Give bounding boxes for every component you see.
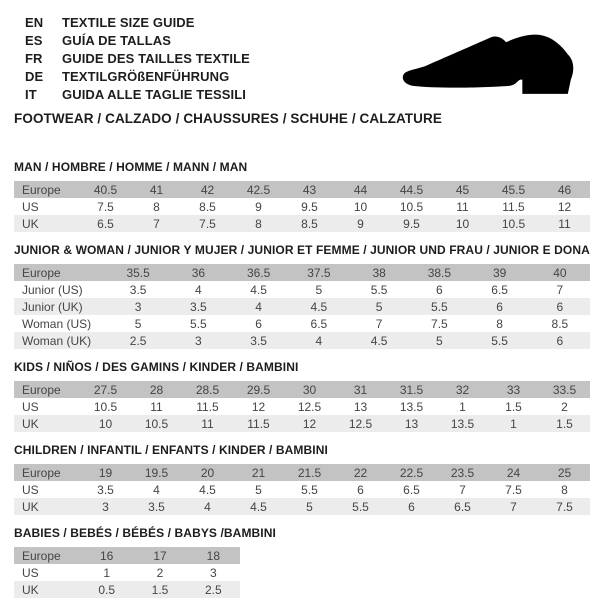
size-cell: 43	[302, 182, 317, 197]
size-cell: 20	[200, 465, 215, 480]
size-cell: 3.5	[129, 282, 147, 297]
size-cell: 44.5	[399, 182, 424, 197]
size-cell: 7	[375, 316, 383, 331]
size-cell: 6	[436, 282, 443, 297]
size-cell: 33	[506, 382, 521, 397]
size-cell: 5.5	[352, 499, 369, 514]
table-row	[14, 398, 590, 415]
row-label: Europe	[22, 182, 61, 197]
size-cell: 46	[557, 182, 572, 197]
size-cell: 12	[302, 416, 317, 431]
size-cell: 9.5	[403, 216, 420, 231]
language-code: IT	[25, 86, 37, 102]
row-label: US	[22, 565, 39, 580]
table-row	[14, 498, 590, 515]
size-cell: 37.5	[307, 265, 331, 280]
size-cell: 10	[98, 416, 113, 431]
size-cell: 11.5	[196, 399, 219, 414]
size-cell: 2.5	[129, 333, 147, 348]
row-label: Junior (UK)	[22, 299, 83, 314]
size-cell: 22.5	[399, 465, 424, 480]
size-cell: 21.5	[297, 465, 322, 480]
size-cell: 16	[99, 548, 114, 563]
language-row	[25, 67, 250, 85]
table-row	[14, 298, 590, 315]
size-cell: 6	[496, 299, 503, 314]
table-header-row	[14, 547, 240, 564]
size-cell: 5.5	[301, 482, 318, 497]
size-table	[14, 264, 590, 349]
size-cell: 7.5	[97, 199, 114, 214]
size-cell: 8	[153, 199, 160, 214]
size-cell: 27.5	[93, 382, 118, 397]
size-cell: 6	[357, 482, 364, 497]
size-cell: 19	[98, 465, 113, 480]
size-cell: 11	[201, 416, 214, 431]
size-cell: 10.5	[399, 199, 424, 214]
size-cell: 5	[134, 316, 142, 331]
section-title: BABIES / BEBÉS / BÉBÉS / BABYS /BAMBINI	[14, 526, 276, 540]
size-cell: 6	[556, 299, 564, 314]
row-label: Europe	[22, 465, 61, 480]
size-table-section	[14, 527, 590, 598]
size-cell: 8.5	[199, 199, 216, 214]
size-cell: 22	[353, 465, 368, 480]
size-cell: 3.5	[97, 482, 114, 497]
size-cell: 4	[315, 333, 323, 348]
size-cell: 6.5	[403, 482, 420, 497]
size-cell: 6	[556, 333, 564, 348]
size-cell: 38.5	[427, 265, 452, 280]
size-cell: 6.5	[310, 316, 328, 331]
row-label: Europe	[22, 265, 61, 280]
language-label: GUÍA DE TALLAS	[62, 32, 172, 48]
size-cell: 0.5	[98, 582, 115, 597]
size-cell: 7	[510, 499, 517, 514]
table-row	[14, 215, 590, 232]
size-cell: 11	[150, 399, 163, 414]
size-cell: 10	[455, 216, 470, 231]
table-row	[14, 481, 590, 498]
section-title: JUNIOR & WOMAN / JUNIOR Y MUJER / JUNIOR ET FEMME / JUNIOR UND FRAU / JUNIOR E DONA	[14, 243, 590, 257]
size-cell: 45.5	[501, 182, 526, 197]
size-cell: 44	[353, 182, 368, 197]
size-cell: 38	[372, 265, 386, 280]
size-cell: 9.5	[301, 199, 318, 214]
size-cell: 42.5	[246, 182, 271, 197]
size-cell: 9	[255, 199, 262, 214]
language-code: DE	[25, 68, 44, 84]
size-cell: 6.5	[97, 216, 114, 231]
language-list	[25, 13, 250, 103]
size-tables-region	[14, 161, 590, 600]
size-cell: 6	[408, 499, 415, 514]
size-cell: 23.5	[450, 465, 475, 480]
size-cell: 5.5	[431, 299, 448, 314]
size-cell: 30	[302, 382, 317, 397]
table-row	[14, 332, 590, 349]
row-label: Woman (US)	[22, 316, 92, 331]
size-cell: 36	[191, 265, 206, 280]
size-cell: 11	[456, 199, 469, 214]
table-row	[14, 564, 240, 581]
dress-shoe-icon	[394, 24, 586, 102]
size-cell: 1.5	[505, 399, 522, 414]
size-cell: 5	[306, 499, 313, 514]
table-header-row	[14, 181, 590, 198]
size-cell: 3	[102, 499, 109, 514]
size-cell: 4.5	[250, 499, 267, 514]
size-cell: 7	[153, 216, 160, 231]
size-cell: 4	[153, 482, 160, 497]
size-cell: 3.5	[148, 499, 165, 514]
dress-shoe-silhouette	[394, 24, 586, 102]
language-code: ES	[25, 32, 43, 48]
size-cell: 40	[553, 265, 567, 280]
row-label: Europe	[22, 548, 61, 563]
size-cell: 42	[200, 182, 215, 197]
size-cell: 13.5	[450, 416, 475, 431]
table-header-row	[14, 381, 590, 398]
size-cell: 3	[195, 333, 202, 348]
table-row	[14, 198, 590, 215]
size-cell: 28.5	[195, 382, 220, 397]
size-cell: 12	[251, 399, 266, 414]
size-cell: 32	[455, 382, 470, 397]
size-cell: 5.5	[370, 282, 388, 297]
size-cell: 10	[353, 199, 368, 214]
section-title: MAN / HOMBRE / HOMME / MANN / MAN	[14, 160, 248, 174]
language-label: TEXTILGRÖßENFÜHRUNG	[62, 68, 230, 84]
language-code: FR	[25, 50, 43, 66]
language-label: GUIDE DES TAILLES TEXTILE	[62, 50, 250, 66]
size-cell: 7.5	[505, 482, 522, 497]
size-cell: 4.5	[199, 482, 216, 497]
size-cell: 33.5	[552, 382, 577, 397]
size-cell: 29.5	[246, 382, 271, 397]
size-cell: 8	[496, 316, 503, 331]
size-cell: 8	[561, 482, 568, 497]
size-cell: 1.5	[151, 582, 169, 597]
size-cell: 5.5	[190, 316, 207, 331]
size-cell: 3	[209, 565, 217, 580]
row-label: US	[22, 199, 39, 214]
table-row	[14, 281, 590, 298]
size-cell: 8.5	[301, 216, 318, 231]
size-cell: 9	[357, 216, 364, 231]
section-title: CHILDREN / INFANTIL / ENFANTS / KINDER / BAMBINI	[14, 443, 328, 457]
size-cell: 40.5	[93, 182, 118, 197]
size-cell: 1	[459, 399, 466, 414]
language-label: TEXTILE SIZE GUIDE	[62, 14, 195, 30]
size-cell: 41	[149, 182, 164, 197]
size-cell: 1	[103, 565, 110, 580]
row-label: UK	[22, 582, 39, 597]
size-table-section	[14, 244, 590, 349]
size-cell: 12.5	[297, 399, 322, 414]
size-cell: 1.5	[556, 416, 573, 431]
size-cell: 17	[153, 548, 167, 563]
size-table	[14, 464, 590, 515]
table-row	[14, 581, 240, 598]
size-cell: 28	[149, 382, 164, 397]
size-table-section	[14, 161, 590, 232]
size-table-section	[14, 361, 590, 432]
row-label: UK	[22, 499, 39, 514]
row-label: US	[22, 399, 39, 414]
size-cell: 18	[206, 548, 220, 563]
size-cell: 10.5	[93, 399, 118, 414]
size-cell: 7.5	[556, 499, 573, 514]
size-cell: 4	[255, 299, 262, 314]
size-cell: 31.5	[399, 382, 424, 397]
size-cell: 5	[255, 482, 262, 497]
size-cell: 12	[557, 199, 572, 214]
size-cell: 11	[558, 216, 571, 231]
size-cell: 6.5	[454, 499, 471, 514]
size-cell: 1	[510, 416, 517, 431]
size-cell: 25	[557, 465, 572, 480]
size-cell: 4.5	[370, 333, 388, 348]
size-cell: 7.5	[199, 216, 216, 231]
size-cell: 6	[255, 316, 262, 331]
row-label: US	[22, 482, 39, 497]
language-row	[25, 85, 250, 103]
size-cell: 13	[353, 399, 368, 414]
size-cell: 7	[556, 282, 564, 297]
size-table	[14, 381, 590, 432]
size-cell: 7.5	[431, 316, 448, 331]
table-header-row	[14, 464, 590, 481]
section-title: KIDS / NIÑOS / DES GAMINS / KINDER / BAMBINI	[14, 360, 299, 374]
size-table	[14, 547, 240, 598]
row-label: UK	[22, 416, 39, 431]
size-cell: 5	[436, 333, 443, 348]
size-cell: 31	[353, 382, 368, 397]
size-cell: 3.5	[250, 333, 267, 348]
size-cell: 2.5	[204, 582, 222, 597]
size-cell: 10.5	[144, 416, 169, 431]
row-label: UK	[22, 216, 39, 231]
language-row	[25, 31, 250, 49]
category-heading: FOOTWEAR / CALZADO / CHAUSSURES / SCHUHE / CALZATURE	[14, 111, 442, 126]
size-cell: 21	[251, 465, 266, 480]
size-cell: 4.5	[250, 282, 267, 297]
size-cell: 5.5	[491, 333, 508, 348]
size-table-section	[14, 444, 590, 515]
language-code: EN	[25, 14, 44, 30]
size-table	[14, 181, 590, 232]
size-cell: 24	[506, 465, 521, 480]
size-cell: 8	[255, 216, 262, 231]
table-row	[14, 415, 590, 432]
size-cell: 7	[459, 482, 466, 497]
size-cell: 13	[404, 416, 419, 431]
language-row	[25, 49, 250, 67]
size-cell: 4	[204, 499, 211, 514]
row-label: Woman (UK)	[22, 333, 92, 348]
size-cell: 11.5	[502, 199, 525, 214]
size-cell: 45	[455, 182, 470, 197]
size-cell: 4.5	[310, 299, 328, 314]
size-cell: 19.5	[144, 465, 169, 480]
size-cell: 12.5	[348, 416, 373, 431]
size-cell: 3	[134, 299, 142, 314]
size-cell: 11.5	[247, 416, 270, 431]
row-label: Europe	[22, 382, 61, 397]
language-label: GUIDA ALLE TAGLIE TESSILI	[62, 86, 247, 102]
size-cell: 5	[315, 282, 323, 297]
size-cell: 8.5	[551, 316, 569, 331]
size-cell: 5	[375, 299, 383, 314]
size-cell: 3.5	[190, 299, 207, 314]
table-header-row	[14, 264, 590, 281]
language-row	[25, 13, 250, 31]
size-cell: 2	[156, 565, 164, 580]
size-cell: 6.5	[491, 282, 508, 297]
table-row	[14, 315, 590, 332]
size-cell: 35.5	[126, 265, 150, 280]
size-cell: 2	[561, 399, 568, 414]
size-cell: 4	[195, 282, 202, 297]
size-cell: 13.5	[399, 399, 424, 414]
row-label: Junior (US)	[22, 282, 83, 297]
size-cell: 39	[492, 265, 507, 280]
size-cell: 36.5	[246, 265, 271, 280]
size-cell: 10.5	[501, 216, 526, 231]
